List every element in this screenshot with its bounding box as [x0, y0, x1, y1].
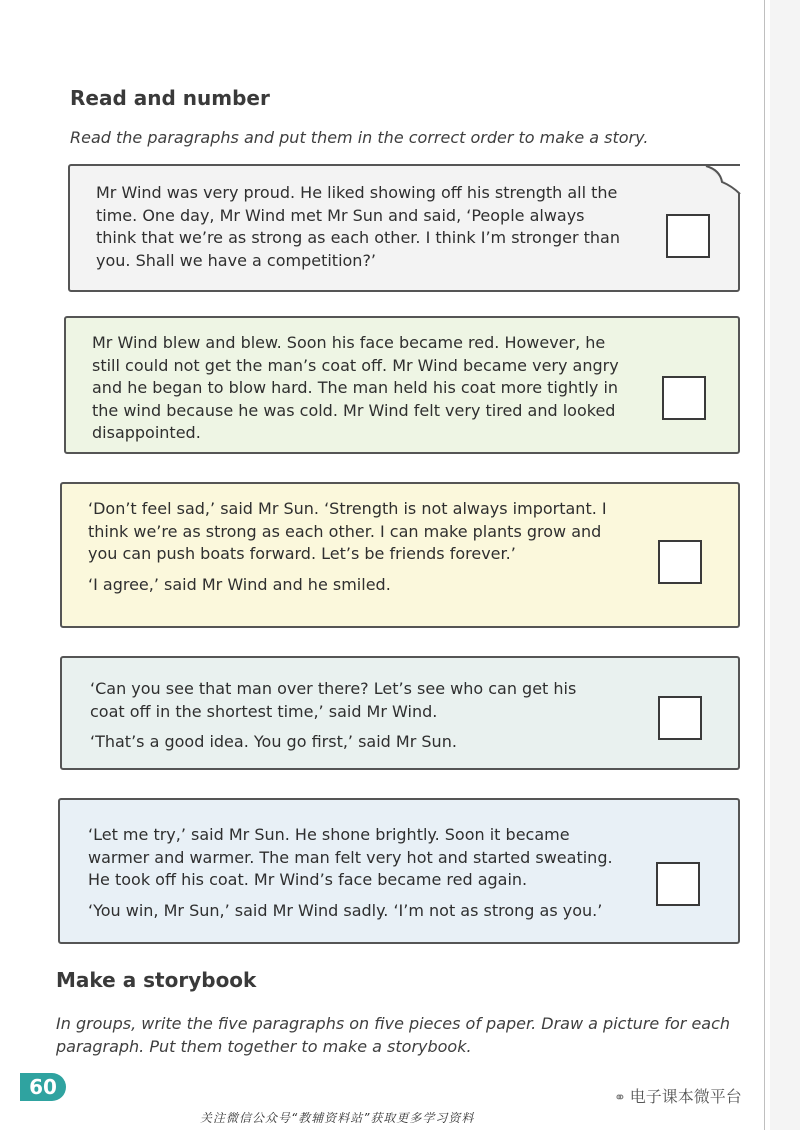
paragraph-text-2 [92, 332, 632, 445]
wechat-icon: ⚭ [614, 1090, 626, 1106]
paragraph-card-3 [60, 482, 740, 628]
paragraph-text-3 [88, 498, 628, 596]
watermark-bottom: 关注微信公众号“教辅资料站”获取更多学习资料 [200, 1111, 475, 1125]
section-title: Read and number [70, 86, 270, 110]
paragraph-5-line-2: ‘You win, Mr Sun,’ said Mr Wind sadly. ‘I’m not as strong as you.’ [88, 900, 603, 920]
order-checkbox-2[interactable] [662, 376, 706, 420]
section2-instruction: In groups, write the five paragraphs on five pieces of paper. Draw a picture for each paragraph. Put them together to make a storybook. [56, 1014, 731, 1056]
page-curl-corner [702, 164, 742, 198]
paragraph-3-line-2: ‘I agree,’ said Mr Wind and he smiled. [88, 574, 391, 594]
paragraph-card-1 [68, 164, 740, 292]
paragraph-text-1 [96, 182, 626, 272]
paragraph-3-line-1: ‘Don’t feel sad,’ said Mr Sun. ‘Strength is not always important. I think we’re as strong as each other. I can make plants grow and you can push boats forward. Let’s be friends forever.’ [88, 499, 607, 563]
paragraph-card-4 [60, 656, 740, 770]
paragraph-card-5 [58, 798, 740, 944]
paragraph-card-2 [64, 316, 740, 454]
page-number-badge: 60 [20, 1073, 66, 1101]
watermark-right [614, 1084, 742, 1107]
paragraph-text-4 [90, 678, 610, 754]
order-checkbox-1[interactable] [666, 214, 710, 258]
paragraph-5-line-1: ‘Let me try,’ said Mr Sun. He shone brightly. Soon it became warmer and warmer. The man felt very hot and started sweating. He took off his coat. Mr Wind’s face became red again. [88, 825, 613, 889]
watermark-right-text: 电子课本微平台 [629, 1087, 742, 1106]
order-checkbox-4[interactable] [658, 696, 702, 740]
paragraph-4-line-2: ‘That’s a good idea. You go first,’ said Mr Sun. [90, 732, 457, 751]
paragraph-2-line-1: Mr Wind blew and blew. Soon his face became red. However, he still could not get the man’s coat off. Mr Wind became very angry and he began to blow hard. The man held his coat more tightly in the wind because he was cold. Mr Wind felt very tired and looked disappointed. [92, 333, 619, 442]
page-margin-shade [770, 0, 800, 1130]
paragraph-4-line-1: ‘Can you see that man over there? Let’s see who can get his coat off in the shortest time,’ said Mr Wind. [90, 679, 577, 721]
section-instruction: Read the paragraphs and put them in the correct order to make a story. [70, 128, 649, 147]
paragraph-1-line-1: Mr Wind was very proud. He liked showing off his strength all the time. One day, Mr Wind met Mr Sun and said, ‘People always think that we’re as strong as each other. I think I’m stronger than you. Shall we have a competition?’ [96, 183, 620, 270]
page-edge-line [764, 0, 765, 1130]
paragraph-text-5 [88, 824, 628, 922]
section2-title: Make a storybook [56, 968, 257, 992]
order-checkbox-5[interactable] [656, 862, 700, 906]
order-checkbox-3[interactable] [658, 540, 702, 584]
